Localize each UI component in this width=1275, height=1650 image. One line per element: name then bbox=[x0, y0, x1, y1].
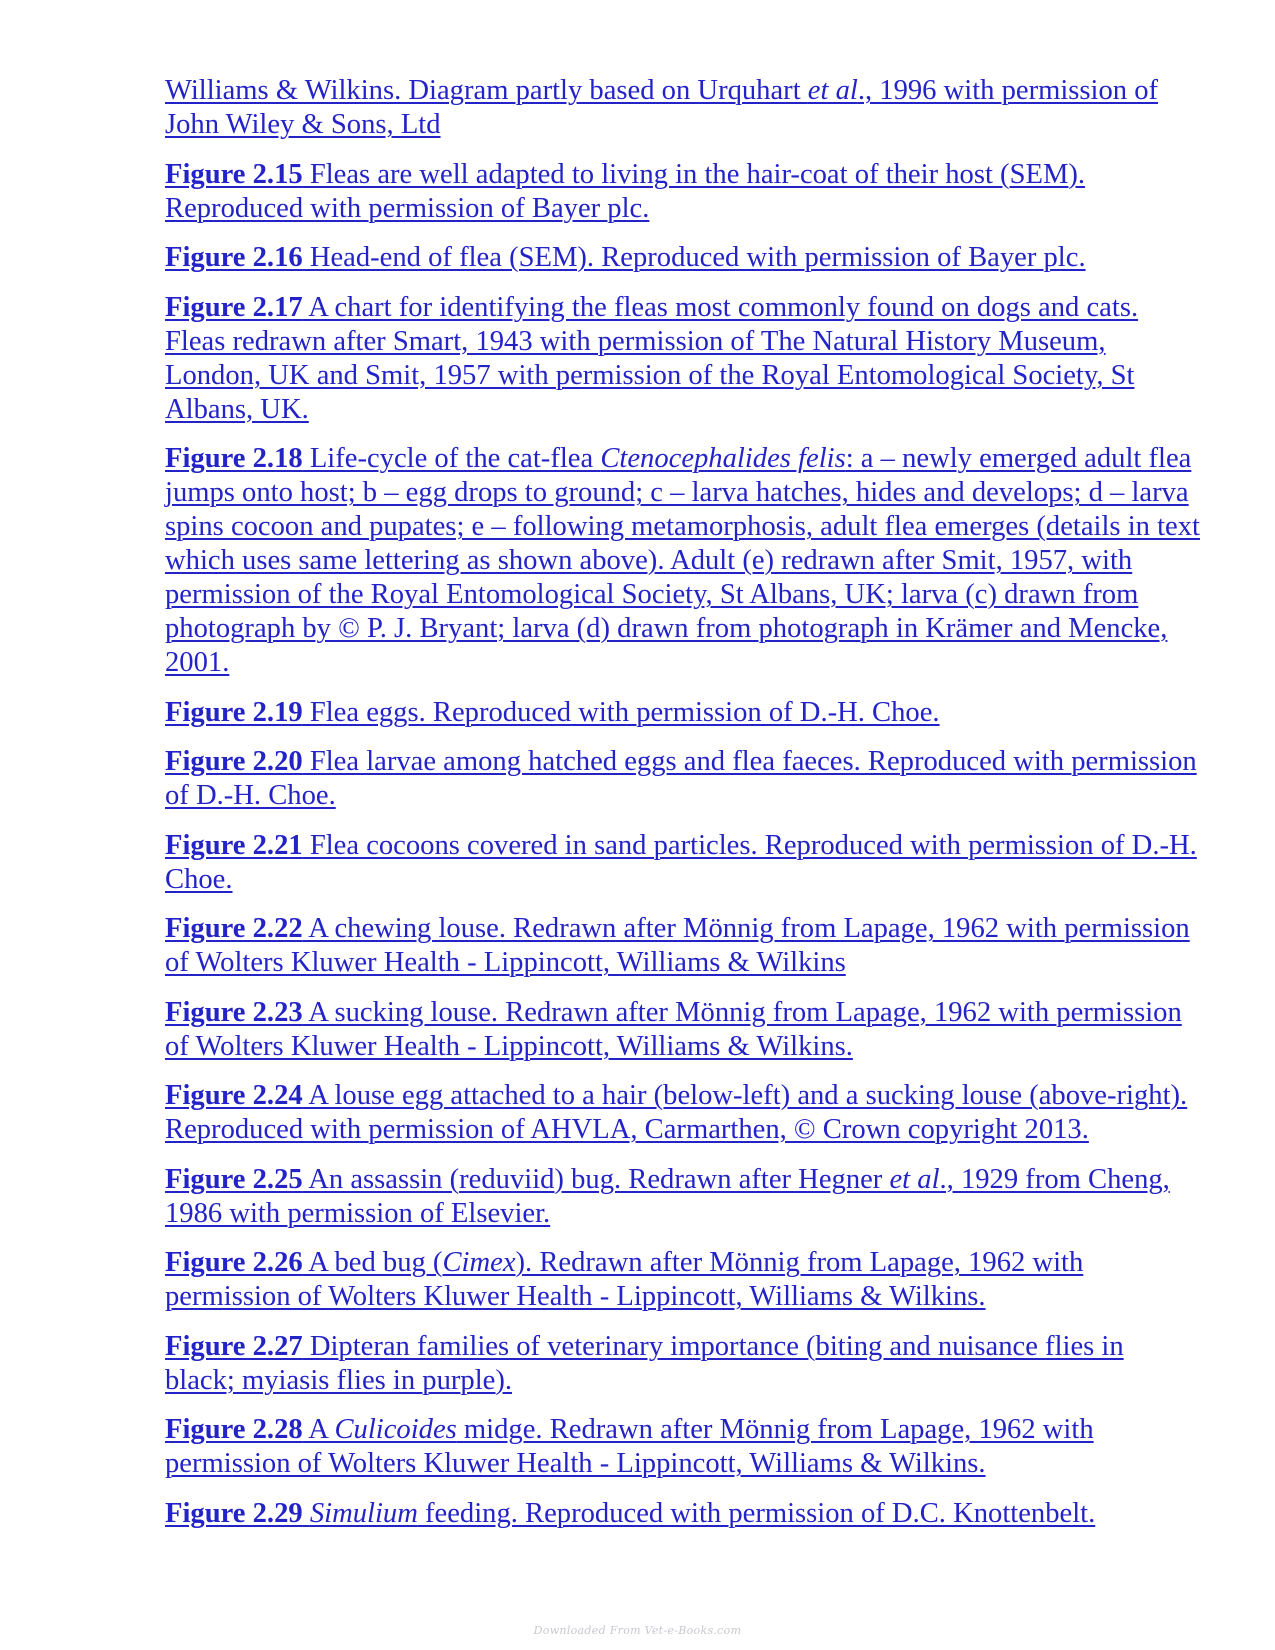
figure-label: Figure 2.19 bbox=[165, 696, 303, 728]
credit-text: Flea eggs. Reproduced with permission of D.-H. Choe. bbox=[302, 696, 940, 728]
credit-text: A chart for identifying the fleas most commonly found on dogs and cats. Fleas redrawn after Smart, 1943 with permission of The Natural History Museum, London, UK and Smit, 1957 with permission of the Royal Entomological Society, St Albans, UK. bbox=[165, 291, 1139, 425]
figure-credit-figure-2-16[interactable] bbox=[165, 241, 1200, 275]
credit-text: Fleas are well adapted to living in the hair-coat of their host (SEM). Reproduced with permission of Bayer plc. bbox=[165, 158, 1086, 224]
credit-entries bbox=[165, 158, 1200, 1531]
figure-label: Figure 2.15 bbox=[165, 158, 303, 190]
credit-text: ). Redrawn after Mönnig from Lapage, 1962 with permission of Wolters Kluwer Health - Lippincott, Williams & Wilkins. bbox=[165, 1247, 1084, 1312]
credit-text: Head-end of flea (SEM). Reproduced with permission of Bayer plc. bbox=[302, 242, 1086, 273]
italic-text: Cimex bbox=[442, 1247, 516, 1278]
figure-credit-figure-2-25[interactable] bbox=[165, 1163, 1200, 1231]
figure-label: Figure 2.22 bbox=[165, 913, 303, 944]
italic-text: Ctenocephalides felis bbox=[600, 443, 846, 474]
figure-label: Figure 2.20 bbox=[165, 746, 303, 777]
italic-text: Culicoides bbox=[334, 1414, 457, 1445]
figure-credits-list bbox=[165, 74, 1200, 1546]
credit-text: A chewing louse. Redrawn after Mönnig from Lapage, 1962 with permission of Wolters Kluwer Health - Lippincott, Williams & Wilkins bbox=[165, 913, 1190, 978]
credit-text: : a – newly emerged adult flea jumps onto host; b – egg drops to ground; c – larva hatches, hides and develops; d – larva spins cocoon and pupates; e – following metamorphosis, adult flea emerges (details in text which uses same lettering as shown above). Adult (e) redrawn after Smit, 1957, with permission of the Royal Entomological Society, St Albans, UK; larva (c) drawn from photograph by © P. J. Bryant; larva (d) drawn from photograph in Krämer and Mencke, 2001. bbox=[165, 443, 1200, 678]
credit-text: A sucking louse. Redrawn after Mönnig from Lapage, 1962 with permission of Wolters Kluwer Health - Lippincott, Williams & Wilkins. bbox=[165, 996, 1182, 1062]
credit-text: Flea cocoons covered in sand particles. Reproduced with permission of D.-H. Choe. bbox=[165, 829, 1197, 895]
italic-text: et al bbox=[889, 1163, 940, 1195]
figure-credit-figure-2-24[interactable] bbox=[165, 1079, 1200, 1147]
figure-credit-figure-2-29[interactable] bbox=[165, 1497, 1200, 1531]
figure-credit-figure-2-27[interactable] bbox=[165, 1330, 1200, 1398]
credit-text bbox=[303, 1498, 310, 1529]
figure-label: Figure 2.25 bbox=[165, 1163, 303, 1195]
figure-credit-figure-2-28[interactable] bbox=[165, 1413, 1200, 1481]
figure-label: Figure 2.28 bbox=[165, 1414, 303, 1445]
figure-credit-figure-2-15[interactable] bbox=[165, 158, 1200, 226]
figure-label: Figure 2.27 bbox=[165, 1330, 303, 1362]
figure-credit-figure-2-20[interactable] bbox=[165, 745, 1200, 813]
credit-text: midge. Redrawn after Mönnig from Lapage, 1962 with permission of Wolters Kluwer Health - Lippincott, Williams & Wilkins. bbox=[165, 1414, 1094, 1479]
figure-label: Figure 2.23 bbox=[165, 996, 303, 1028]
figure-credit-figure-2-18[interactable] bbox=[165, 442, 1200, 680]
figure-label: Figure 2.17 bbox=[165, 291, 303, 323]
figure-label: Figure 2.29 bbox=[165, 1497, 303, 1529]
credit-text: A bbox=[302, 1414, 335, 1445]
watermark: Downloaded From Vet-e-Books.com bbox=[533, 1624, 742, 1637]
figure-label: Figure 2.26 bbox=[165, 1247, 303, 1278]
figure-credit-figure-2-17[interactable] bbox=[165, 291, 1200, 427]
credit-text: ., 1996 with permission of John Wiley & Sons, Ltd bbox=[165, 75, 1159, 140]
credit-continuation[interactable] bbox=[165, 74, 1200, 142]
credit-text: Life-cycle of the cat-flea bbox=[302, 443, 601, 474]
figure-label: Figure 2.24 bbox=[165, 1080, 303, 1111]
credit-text: A bed bug ( bbox=[302, 1247, 443, 1278]
figure-label: Figure 2.18 bbox=[165, 443, 303, 474]
italic-text: Simulium bbox=[309, 1497, 418, 1529]
figure-credit-figure-2-19[interactable] bbox=[165, 696, 1200, 730]
figure-credit-figure-2-26[interactable] bbox=[165, 1246, 1200, 1314]
credit-text: A louse egg attached to a hair (below-left) and a sucking louse (above-right). Reproduced with permission of AHVLA, Carmarthen, © Crown copyright 2013. bbox=[165, 1080, 1188, 1145]
figure-credit-figure-2-21[interactable] bbox=[165, 829, 1200, 897]
credit-text: Williams & Wilkins. Diagram partly based on Urquhart bbox=[165, 75, 808, 106]
italic-text: et al bbox=[807, 75, 858, 106]
credit-text: feeding. Reproduced with permission of D.C. Knottenbelt. bbox=[417, 1497, 1096, 1529]
credit-text: An assassin (reduviid) bug. Redrawn after Hegner bbox=[302, 1163, 890, 1195]
credit-text: Dipteran families of veterinary importance (biting and nuisance flies in black; myiasis flies in purple). bbox=[165, 1330, 1124, 1396]
figure-label: Figure 2.16 bbox=[165, 242, 303, 273]
figure-label: Figure 2.21 bbox=[165, 829, 303, 861]
credit-text: ., 1929 from Cheng, 1986 with permission of Elsevier. bbox=[165, 1163, 1170, 1229]
figure-credit-figure-2-23[interactable] bbox=[165, 996, 1200, 1064]
credit-text: Flea larvae among hatched eggs and flea faeces. Reproduced with permission of D.-H. Choe. bbox=[165, 746, 1197, 811]
figure-credit-figure-2-22[interactable] bbox=[165, 912, 1200, 980]
